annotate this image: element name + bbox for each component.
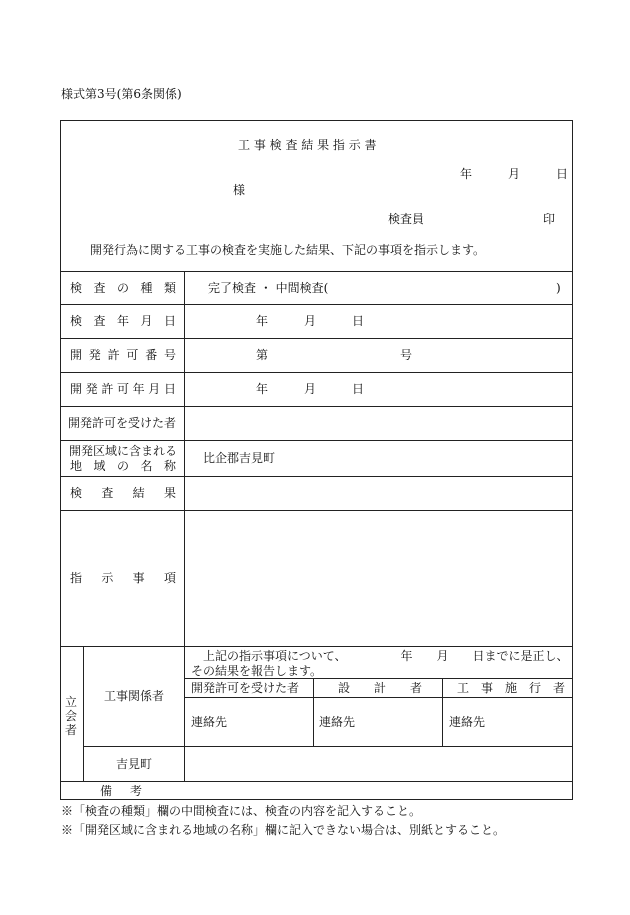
label-permit-holder: 開発許可を受けた者: [68, 416, 177, 430]
inspection-date-year: 年: [256, 314, 269, 328]
permit-number-suffix: 号: [400, 348, 413, 362]
permit-date-day: 日: [352, 382, 365, 396]
date-year-label: 年: [460, 167, 473, 181]
label-permit-number: 開 発 許 可 番 号: [70, 348, 176, 362]
permit-date-year: 年: [256, 382, 269, 396]
label-instructions: 指 示 事 項: [70, 571, 176, 585]
column-header-permit-holder: 開発許可を受けた者: [191, 681, 300, 695]
note-1: ※「検査の種類」欄の中間検査には、検査の内容を記入すること。: [61, 804, 422, 818]
label-area-name-line1: 開発区域に含まれる: [69, 444, 178, 458]
note-2: ※「開発区域に含まれる地域の名称」欄に記入できない場合は、別紙とすること。: [61, 823, 506, 837]
label-inspection-date: 検 査 年 月 日: [70, 314, 176, 328]
label-contractor: 工事関係者: [104, 689, 165, 703]
label-permit-date: 開 発 許 可 年 月 日: [70, 382, 176, 396]
inspector-label: 検査員: [388, 212, 425, 226]
report-text-line2: その結果を報告します。: [191, 664, 323, 678]
area-name-value: 比企郡吉見町: [203, 451, 276, 465]
contact-constructor: 連絡先: [449, 715, 486, 729]
date-day-label: 日: [556, 167, 569, 181]
inspection-type-close-paren: ): [556, 281, 561, 295]
permit-date-month: 月: [304, 382, 317, 396]
label-witness: 立 会 者: [65, 695, 78, 737]
contact-permit-holder: 連絡先: [191, 715, 228, 729]
label-remarks: 備 考: [100, 784, 142, 798]
form-number: 様式第3号(第6条関係): [61, 87, 182, 101]
inspection-date-month: 月: [304, 314, 317, 328]
column-header-constructor: 工 事 施 行 者: [457, 681, 566, 695]
document-title: 工 事 検 査 結 果 指 示 書: [238, 138, 377, 152]
label-town: 吉見町: [116, 757, 153, 771]
inspection-date-day: 日: [352, 314, 365, 328]
addressee-suffix: 様: [233, 183, 246, 197]
label-inspection-result: 検 査 結 果: [70, 486, 176, 500]
intro-text: 開発行為に関する工事の検査を実施した結果、下記の事項を指示します。: [90, 243, 486, 257]
date-month-label: 月: [508, 167, 521, 181]
inspection-type-value: 完了検査 ・ 中間検査(: [208, 281, 329, 295]
permit-number-prefix: 第: [256, 348, 269, 362]
seal-label: 印: [543, 212, 556, 226]
report-text-line1: 上記の指示事項について、 年 月 日までに是正し、: [203, 649, 569, 663]
label-area-name-line2: 地 域 の 名 称: [70, 459, 176, 473]
column-header-designer: 設 計 者: [338, 681, 423, 695]
contact-designer: 連絡先: [319, 715, 356, 729]
label-inspection-type: 検 査 の 種 類: [70, 281, 176, 295]
